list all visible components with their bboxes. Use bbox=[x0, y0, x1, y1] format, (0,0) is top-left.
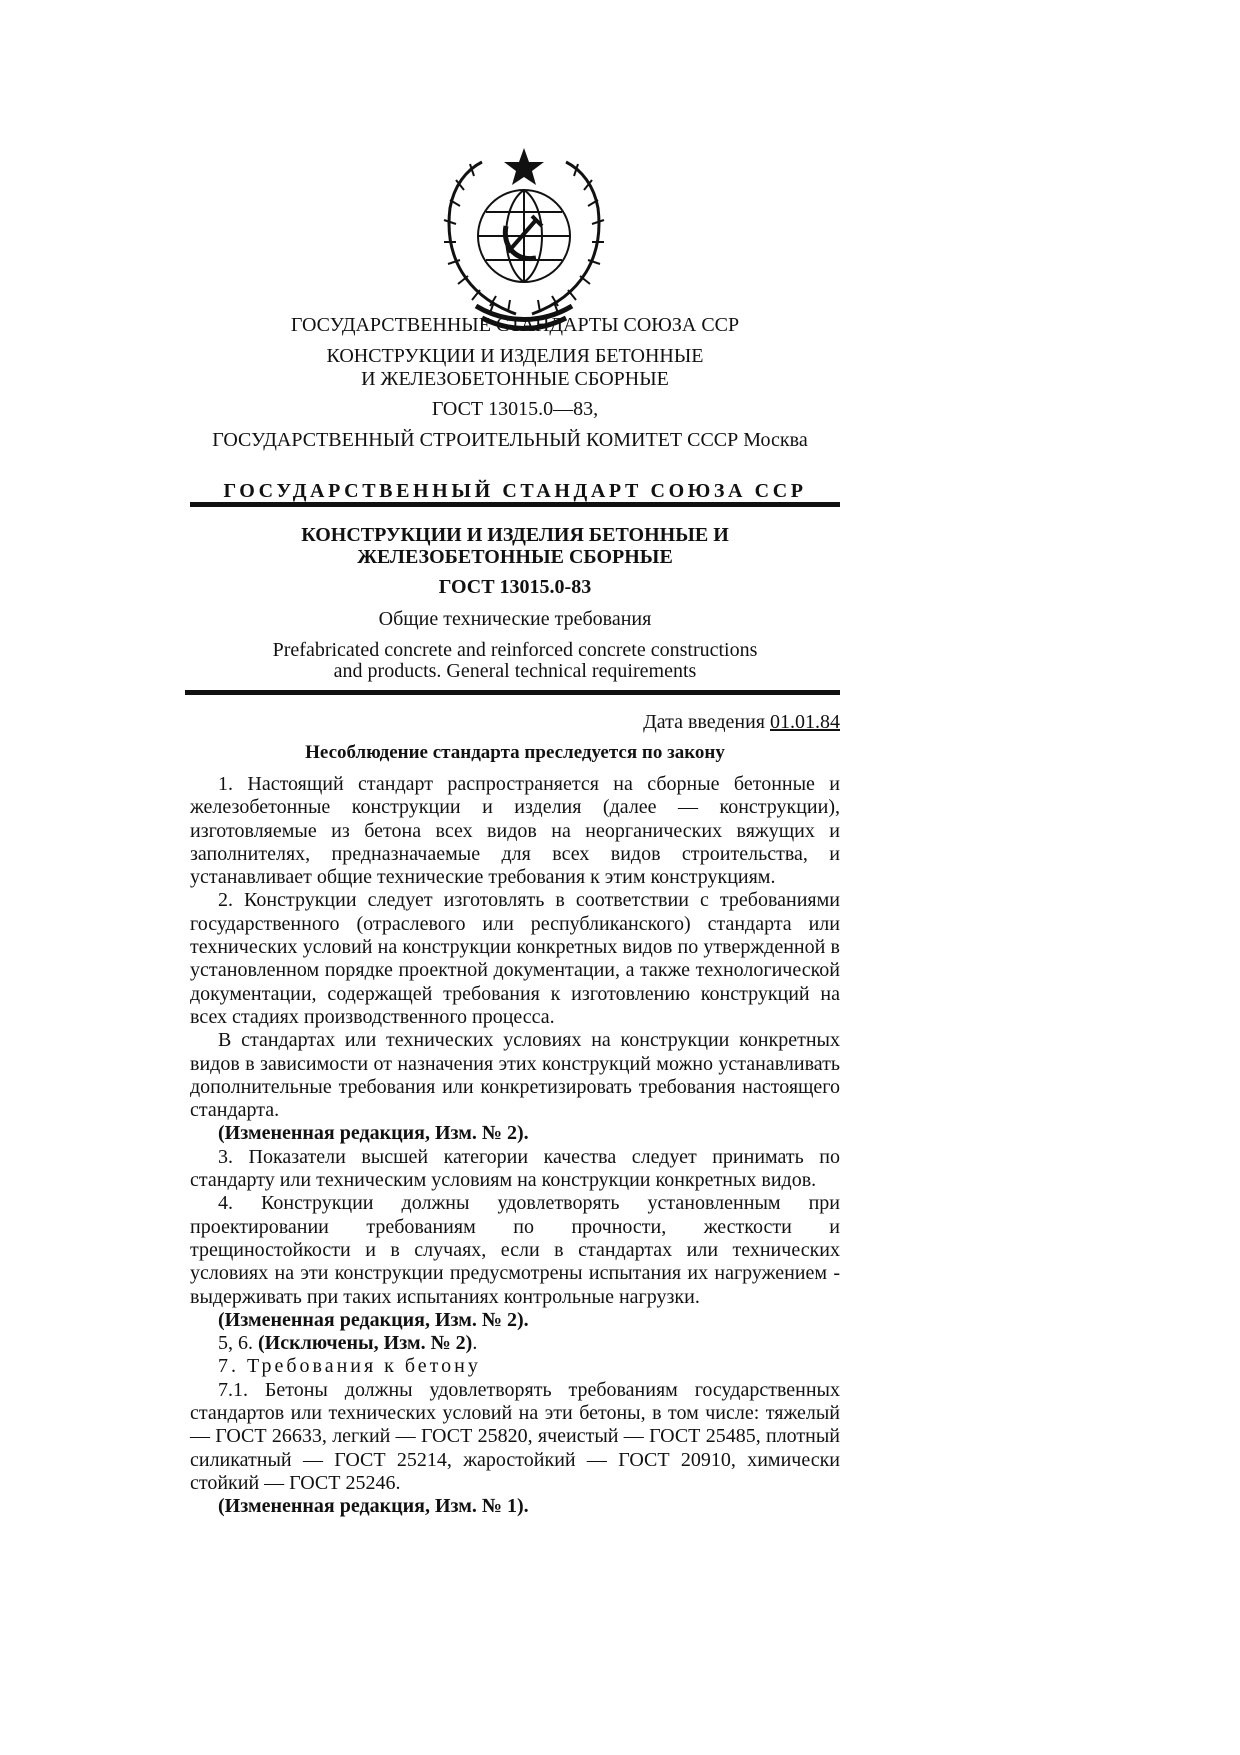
header-line-2b: И ЖЕЛЕЗОБЕТОННЫЕ СБОРНЫЕ bbox=[361, 368, 669, 390]
standard-title-a: КОНСТРУКЦИИ И ИЗДЕЛИЯ БЕТОННЫЕ И bbox=[301, 524, 729, 546]
paragraph-3: В стандартах или технических условиях на конструкции конкретных видов в зависимости от назначения этих конструкций можно устанавливать дополнительные требования или конкретизировать требования настоящего стандарта. bbox=[190, 1029, 840, 1122]
header-line-3: ГОСТ 13015.0—83, bbox=[431, 398, 599, 420]
paragraph-6-prefix: 5, 6. bbox=[218, 1332, 258, 1355]
paragraph-5: 4. Конструкции должны удовлетворять установленным при проектировании требованиям по прочности, жесткости и трещиностойкости и в случаях, если в стандартах или технических условиях на эти конструкции предусмотрены испытания их нагружением - выдерживать при таких испытаниях контрольные нагрузки. bbox=[190, 1192, 840, 1308]
ussr-emblem-icon bbox=[436, 146, 612, 336]
body-text bbox=[190, 773, 840, 1519]
paragraph-6 bbox=[190, 1332, 840, 1355]
introduction-date bbox=[190, 711, 840, 734]
english-title-b: and products. General technical requirements bbox=[333, 660, 697, 682]
amendment-note-1: (Измененная редакция, Изм. № 2). bbox=[218, 1122, 529, 1145]
paragraph-4: 3. Показатели высшей категории качества следует принимать по стандарту или техническим условиям на конструкции конкретных видов. bbox=[190, 1145, 840, 1192]
paragraph-1: 1. Настоящий стандарт распространяется на сборные бетонные и железобетонные конструкции и изделия (далее — конструкции), изготовляемые из бетона всех видов на неорганических вяжущих и заполнителях, предназначаемые для всех видов строительства, и устанавливает общие технические требования к этим конструкциям. bbox=[190, 773, 840, 889]
standard-subtitle: Общие технические требования bbox=[378, 608, 652, 630]
standard-banner: ГОСУДАРСТВЕННЫЙ СТАНДАРТ СОЮЗА ССР bbox=[223, 480, 807, 502]
english-title-a: Prefabricated concrete and reinforced concrete constructions bbox=[272, 639, 758, 661]
date-value: 01.01.84 bbox=[770, 711, 840, 733]
paragraph-2: 2. Конструкции следует изготовлять в соответствии с требованиями государственного (отраслевого или республиканского) стандарта или технических условий на конструкции конкретных видов по утвержденной в установленном порядке проектной документации, а также технологической документации, содержащей требования к изготовлению конструкций на всех стадиях производственного процесса. bbox=[190, 889, 840, 1028]
header-line-2a: КОНСТРУКЦИИ И ИЗДЕЛИЯ БЕТОННЫЕ bbox=[326, 345, 704, 367]
amendment-note-3: (Измененная редакция, Изм. № 1). bbox=[218, 1495, 529, 1518]
header-line-4: ГОСУДАРСТВЕННЫЙ СТРОИТЕЛЬНЫЙ КОМИТЕТ СССР Москва bbox=[212, 429, 808, 451]
divider-top bbox=[190, 502, 840, 507]
amendment-note-2: (Измененная редакция, Изм. № 2). bbox=[218, 1308, 529, 1331]
header-line-1: ГОСУДАРСТВЕННЫЕ СТАНДАРТЫ СОЮЗА ССР bbox=[290, 314, 740, 336]
paragraph-6-excluded: (Исключены, Изм. № 2) bbox=[258, 1332, 473, 1355]
date-label: Дата введения bbox=[643, 711, 770, 733]
paragraph-6-suffix: . bbox=[472, 1332, 478, 1355]
standard-code: ГОСТ 13015.0-83 bbox=[438, 576, 592, 598]
paragraph-7: 7.1. Бетоны должны удовлетворять требованиям государственных стандартов или технических условий на эти бетоны, в том числе: тяжелый — ГОСТ 26633, легкий — ГОСТ 25820, ячеистый — ГОСТ 25485, плотный силикатный — ГОСТ 25214, жаростойкий — ГОСТ 20910, химически стойкий — ГОСТ 25246. bbox=[190, 1378, 840, 1494]
standard-title-b: ЖЕЛЕЗОБЕТОННЫЕ СБОРНЫЕ bbox=[357, 546, 673, 568]
divider-bottom bbox=[185, 690, 840, 695]
section-7-heading: 7. Требования к бетону bbox=[218, 1355, 481, 1378]
legal-warning: Несоблюдение стандарта преследуется по закону bbox=[305, 742, 725, 763]
